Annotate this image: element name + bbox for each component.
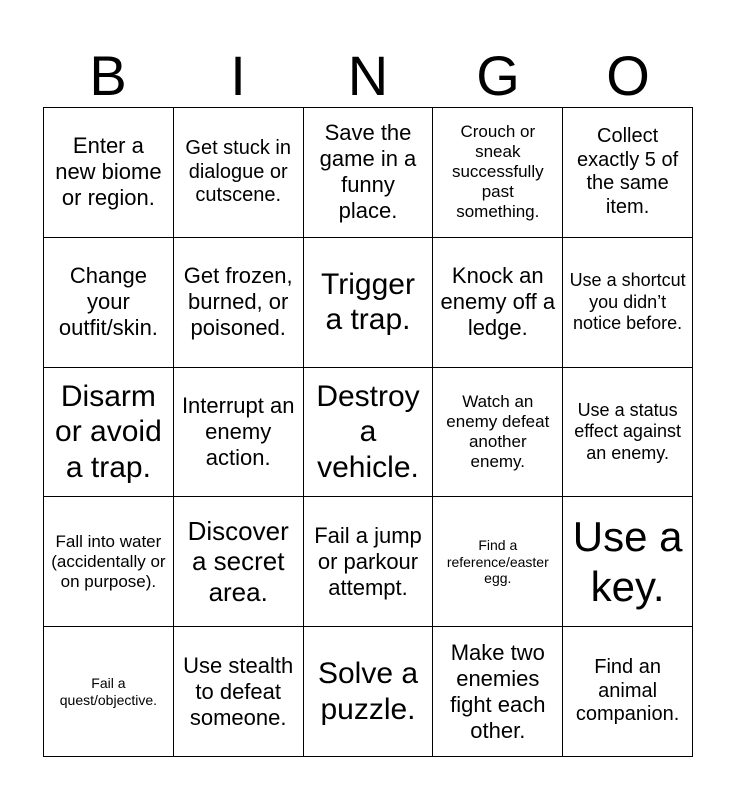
cell-text: Change your outfit/skin.	[58, 263, 158, 341]
cell-text: Discover a secret area.	[187, 515, 289, 608]
cell-text: Get stuck in dialogue or cutscene.	[185, 137, 291, 207]
bingo-header	[43, 44, 693, 108]
bingo-cell-r5c2[interactable]	[174, 627, 304, 757]
bingo-cell-r1c1[interactable]	[44, 108, 174, 238]
bingo-cell-r5c3[interactable]	[304, 627, 434, 757]
bingo-cell-r1c5[interactable]	[563, 108, 693, 238]
cell-text: Use a status effect against an enemy.	[574, 400, 681, 463]
bingo-cell-r4c2[interactable]	[174, 497, 304, 627]
bingo-cell-r3c5[interactable]	[563, 368, 693, 498]
cell-text: Fail a jump or parkour attempt.	[314, 522, 422, 600]
cell-text: Interrupt an enemy action.	[181, 393, 295, 470]
cell-text: Use a key.	[572, 513, 683, 610]
cell-text: Find a reference/easter egg.	[446, 537, 549, 587]
bingo-cell-r1c3[interactable]	[304, 108, 434, 238]
bingo-cell-r4c1[interactable]	[44, 497, 174, 627]
header-letter-n: N	[347, 44, 389, 107]
cell-text: Watch an enemy defeat another enemy.	[446, 391, 550, 472]
cell-text: Collect exactly 5 of the same item.	[577, 125, 679, 218]
cell-text: Get frozen, burned, or poisoned.	[183, 263, 293, 341]
bingo-cell-r3c1[interactable]	[44, 368, 174, 498]
cell-text: Fall into water (accidentally or on purpose).	[51, 531, 166, 591]
bingo-cell-r2c1[interactable]	[44, 238, 174, 368]
bingo-cell-r2c2[interactable]	[174, 238, 304, 368]
cell-text: Disarm or avoid a trap.	[55, 379, 162, 484]
bingo-cell-r1c2[interactable]	[174, 108, 304, 238]
bingo-cell-r3c3[interactable]	[304, 368, 434, 498]
bingo-cell-r4c3[interactable]	[304, 497, 434, 627]
cell-text: Find an animal companion.	[575, 656, 680, 726]
bingo-cell-r5c1[interactable]	[44, 627, 174, 757]
cell-text: Solve a puzzle.	[317, 657, 419, 726]
header-letter-b: B	[89, 44, 127, 107]
cell-text: Use stealth to defeat someone.	[183, 652, 294, 730]
bingo-cell-r4c4[interactable]	[433, 497, 563, 627]
cell-text: Crouch or sneak successfully past something.	[451, 122, 544, 222]
header-letter-o: O	[606, 44, 650, 107]
bingo-cell-r2c5[interactable]	[563, 238, 693, 368]
bingo-cell-r5c5[interactable]	[563, 627, 693, 757]
cell-text: Save the game in a funny place.	[319, 120, 417, 224]
bingo-cell-r5c4[interactable]	[433, 627, 563, 757]
cell-text: Enter a new biome or region.	[55, 133, 162, 211]
bingo-cell-r4c5[interactable]	[563, 497, 693, 627]
header-letter-g: G	[476, 44, 520, 107]
bingo-cell-r2c4[interactable]	[433, 238, 563, 368]
cell-text: Trigger a trap.	[321, 267, 415, 337]
cell-text: Destroy a vehicle.	[316, 379, 420, 484]
cell-text: Make two enemies fight each other.	[450, 639, 546, 743]
bingo-cell-r3c2[interactable]	[174, 368, 304, 498]
cell-text: Knock an enemy off a ledge.	[440, 263, 556, 341]
cell-text: Fail a quest/objective.	[59, 675, 158, 708]
bingo-grid	[43, 107, 693, 757]
bingo-cell-r3c4[interactable]	[433, 368, 563, 498]
header-letter-i: I	[230, 44, 246, 107]
bingo-cell-r2c3[interactable]	[304, 238, 434, 368]
bingo-cell-r1c4[interactable]	[433, 108, 563, 238]
cell-text: Use a shortcut you didn’t notice before.	[569, 270, 686, 333]
